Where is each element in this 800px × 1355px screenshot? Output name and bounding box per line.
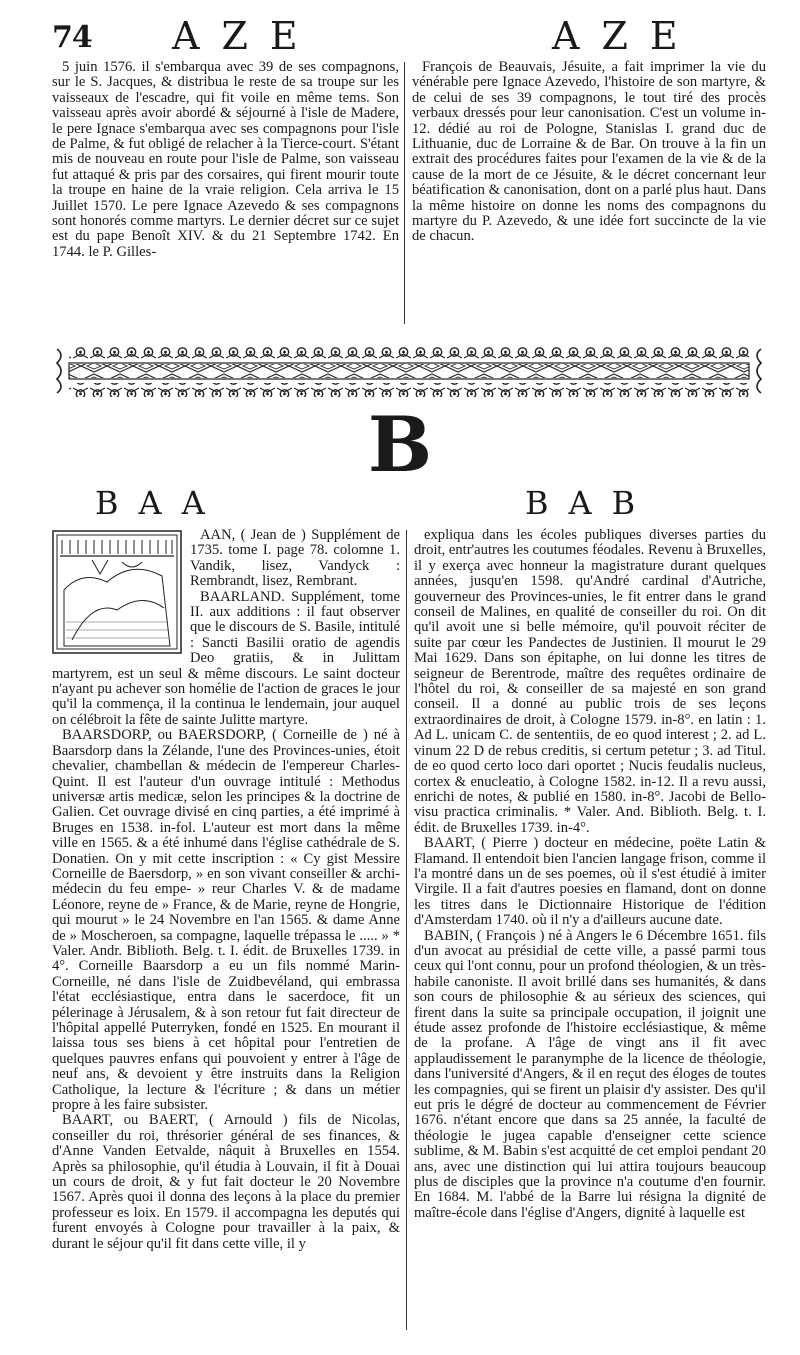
section-letter: B [367, 400, 433, 489]
top-left-column [52, 60, 399, 330]
entry-paragraph: BAART, ( Pierre ) docteur en médecine, poëte Latin & Flamand. Il entendoit bien l'ancien langage frison, comme il l'a montré dans un de ses poemes, où il s'est étudié à imiter Virgile. Il a fait d'autres poesies en flamand, dont on donne les titres dans le Dictionnaire Historique de l'édition d'Amsterdam 1740. où il n'y a d'ailleurs aucune date. [414, 835, 766, 929]
entry-paragraph: expliqua dans les écoles publiques diverses parties du droit, entr'autres les coutumes féodales. Revenu à Bruxelles, il y exerça avec honneur la magistrature durant quelques années, jusqu'en 1598. qu'André cardinal d'Autriche, gouverneur des Provinces-unies, le fit entrer dans le grand conseil de Malines, en qualité de conseiller du roi. On dit qu'il avoit une si belle mémoire, qu'il pouvoit réciter de suite par cœur les Pandectes de Justinien. Il mourut le 29 Mai 1629. Dans son épitaphe, on lui donne les titres de seigneur de Berentrode, maître des requêtes ordinaire de l'hôtel du roi, & conseiller de sa majesté en son grand conseil. Il a donné au public trois de ses leçons extraordinaires de droit, à Cologne 1579. in-8°. en latin : 1. Ad L. unicam C. de sententiis, de eo quod interest ; 2. ad L. vinum 22 D de rebus creditis, si certum petetur ; 3. ad Titul. de eo quod certo loco dari oportet ; Nucis feudalis nucleus, cortex & enucleatio, à Cologne 1582. in-12. Il a revu aussi, enrichi de notes, & publié en 1580. in-8°. Jacobi de Bello-visu practica criminalis. * Valer. And. Biblioth. Belg. t. I. édit. de Bruxelles 1739. in-4°. [414, 528, 766, 836]
entry-paragraph: BAART, ou BAERT, ( Arnould ) fils de Nicolas, conseiller du roi, thrésorier général de ses finances, & d'Anne Vanden Eetvalde, nâquit à Bruxelles en 1554. Après sa philosophie, qu'il étudia à Louvain, il fit à Douai un cours de droit, & y fut fait docteur le 20 Novembre 1567. Après quoi il donna des leçons à la place du premier professeur es loix. En 1579. il accompagna les deputés qui furent envoyés à Cologne pour travailler à la paix, & durant le séjour qu'il fit dans cette ville, il y [52, 1112, 400, 1252]
column-divider [404, 62, 405, 324]
bottom-left-column [52, 528, 400, 1338]
ornamental-band [55, 345, 763, 397]
paragraph: 5 juin 1576. il s'embarqua avec 39 de ses compagnons, sur le S. Jacques, & distribua le reste de sa troupe sur les vaisseaux de l'escadre, qui fit voile en même tems. Son vaisseau après avoir abordé & séjourné à l'isle de Madere, le pere Ignace s'embarqua avec ses compagnons pour l'isle de Palme, & fut obligé de relacher à la Tierce-court. S'étant mis de nouveau en route pour l'isle de Palme, son vaisseau fut attaqué & pris par des corsaires, qui firent mourir toute la troupe en haine de la vraie religion. Cela arriva le 15 Juillet 1570. Le pere Ignace Azevedo & ses compagnons sont honorés comme martyrs. Le dernier décret sur ce sujet est du pape Benoît XIV. & du 21 Septembre 1742. En 1744. le P. Gilles- [52, 60, 399, 260]
paragraph: François de Beauvais, Jésuite, a fait imprimer la vie du vénérable pere Ignace Azevedo, l'histoire de son martyre, & de celui de ses 39 compagnons, le tout tiré des procès verbaux dressés pour leur canonisation. C'est un volume in-12. dédié au roi de Pologne, Stanislas I. grand duc de Lithuanie, duc de Lorraine & de Bar. On trouve à la fin un extrait des procédures faites pour l'examen de la vie & de la cause de la mort de ce Jésuite, & le décret concernant leur béatification & canonisation, dont on a parlé plus haut. Dans la même histoire on donne les noms des compagnons du martyre du P. Azevedo, & une idée fort succincte de la vie de chacun. [412, 60, 766, 245]
decorative-initial [52, 530, 182, 654]
entry-paragraph: BAARSDORP, ou BAERSDORP, ( Corneille de ) né à Baarsdorp dans la Zélande, l'une des Provinces-unies, étoit chevalier, chambellan & médecin de l'empereur Charles-Quint. Il est l'auteur d'un ouvrage intitulé : Methodus universæ artis medicæ, selon les principes & la doctrine de Galien. Cet ouvrage divisé en cinq parties, a été imprimé à Bruges en 1538. in-fol. L'auteur est mort dans la même ville en 1565. & a été inhumé dans l'église cathédrale de S. Donatien. On y mit cette inscription : « Cy gist Messire Corneille de Baersdorp, » en son vivant conseiller & archi-médecin du feu empe- » reur Charles V. & de madame Léonore, reyne de » France, & de Marie, reyne de Hongrie, qui mourut » le 24 Novembre en l'an 1565. & dame Anne de » Moscheroen, sa compagne, laquelle trépassa le ..... » * Valer. Andr. Biblioth. Belg. t. I. édit. de Bruxelles 1739. in 4°. Corneille Baarsdorp a eu un fils nommé Marin-Corneille, né dans l'isle de Zuidbevéland, qui embrassa l'état ecclésiastique, entra dans le sacerdoce, fit un pélerinage à Jérusalem, & à son retour fut fait directeur de l'hôpital appellé Puterryken, fondé en 1525. En mourant il laissa tous ses biens à cet hôpital pour l'entretien de quelques pauvres enfans qui pouvoient y entrer à l'âge de neuf ans, & devoient y être instruits dans la Religion Catholique, la lecture & l'écriture ; & dans un métier propre à les faire subsister. [52, 727, 400, 1114]
column-divider [406, 530, 407, 1330]
page-number: 74 [52, 20, 92, 55]
header-right-title: AZE [552, 14, 700, 58]
entry-paragraph: BAARLAND. Supplément, tome II. aux additions : il faut observer que le discours de S. Basile, intitulé : Sancti Basilii oratio de agendis Deo gratiis, & in Julittam martyrem, est un seul & même discours. Le saint docteur n'ayant pu achever son homélie de l'action de graces le jour qu'il la commença, il la continua le lendemain, jour auquel on célébroit la fête de sainte Julitte martyre. [52, 588, 400, 728]
running-header [52, 14, 767, 60]
section-left-title: BAA [95, 484, 225, 522]
header-left-title: AZE [172, 14, 320, 58]
entry-paragraph: AAN, ( Jean de ) Supplément de 1735. tome I. page 78. colomne 1. Vandik, lisez, Vandyck : Rembrandt, lisez, Rembrant. [190, 528, 400, 590]
bottom-right-column [414, 528, 766, 1338]
top-right-column [412, 60, 766, 330]
section-right-title: BAB [525, 484, 656, 522]
entry-paragraph: BABIN, ( François ) né à Angers le 6 Décembre 1651. fils d'un avocat au présidial de cette ville, a passé parmi tous ceux qui l'ont connu, pour un profond théologien, & un très-habile canoniste. Il avoit brillé dans ses humanités, & dans son cours de philosophie & au sérieux des sciences, qui firent dans la suite sa principale occupation, il joignit une étude assez profonde de l'histoire ecclésiastique, & même de la profane. A l'âge de vingt ans il fit avec applaudissement le paranymphe de la licence de théologie, dans l'université d'Angers, & il en reçut des éloges de toutes les compagnies, qui se firent un plaisir d'y assister. Des qu'il eut pris le dégré de docteur au commencement de Février 1676. n'étant encore que dans sa 25 année, la faculté de théologie le jugea capable d'enseigner cette science sublime, & M. Babin s'est acquitté de cet emploi pendant 20 ans, avec une distinction qui lui attira toujours beaucoup plus de disciples que la province n'a coutume d'en fournir. En 1684. M. l'abbé de la Barre lui résigna la dignité de maître-école dans l'église d'Angers, dignité à laquelle est [414, 927, 766, 1221]
